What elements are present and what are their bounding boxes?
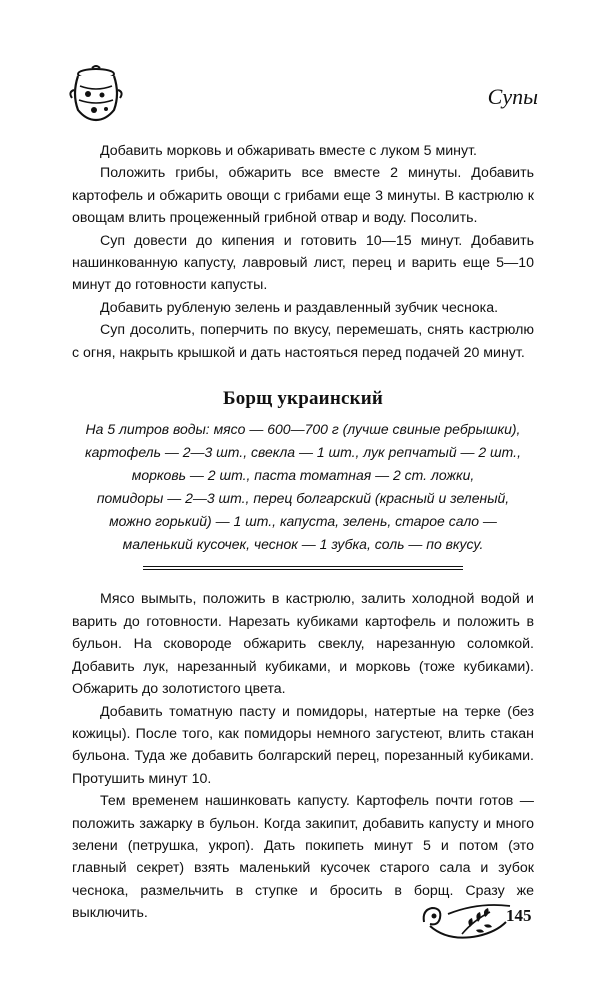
paragraph: Суп довести до кипения и готовить 10—15 минут. Добавить нашинкованную капусту, лавровый лист, перец и варить еще 5—10 минут до готовности капусты. [72,232,534,294]
paragraph: Положить грибы, обжарить все вместе 2 минуты. Добавить картофель и обжарить овощи с грибами еще 3 минуты. В кастрюлю к овощам влить процеженный грибной отвар и воду. Посолить. [72,165,534,227]
paragraph: Суп досолить, поперчить по вкусу, перемешать, снять кастрюлю с огня, накрыть крышкой и дать настояться перед подачей 20 минут. [72,322,534,361]
paragraph: Добавить морковь и обжаривать вместе с луком 5 минут. [100,143,477,159]
ingredient-line: помидоры — 2—3 шт., перец болгарский (красный и зеленый, [96,490,510,507]
main-text [72,140,534,925]
ingredient-line: маленький кусочек, чеснок — 1 зубка, соль — по вкусу. [122,536,484,553]
recipe-step: Добавить томатную пасту и помидоры, натертые на терке (без кожицы). После того, как помидоры немного загустеют, влить стакан бульона. Туда же добавить болгарский перец, порезанный кубиками. Протушить минут 10. [72,703,534,787]
paragraph: Добавить рубленую зелень и раздавленный зубчик чеснока. [100,299,499,316]
section-title: Супы [487,84,538,109]
floral-ornament-icon [418,896,514,946]
recipe-step: Мясо вымыть, положить в кастрюлю, залить холодной водой и варить до готовности. Нарезать кубиками картофель и положить в бульон. На сковороде обжарить свеклу, нарезанную соломкой. Добавить лук, нарезанный кубиками, и морковь (тоже кубиками). Обжарить до золотистого цвета. [72,591,534,698]
recipe-title: Борщ украинский [222,388,384,410]
ingredient-line: можно горький) — 1 шт., капуста, зелень, старое сало — [109,513,497,530]
ingredient-line: картофель — 2—3 шт., свекла — 1 шт., лук репчатый — 2 шт., [85,444,521,461]
pot-icon [68,64,124,124]
ingredient-line: морковь — 2 шт., паста томатная — 2 ст. ложки, [131,467,475,484]
page-number: 145 [506,906,532,925]
ingredients-list [72,418,534,556]
recipe-step: Тем временем нашинковать капусту. Картофель почти готов — положить зажарку в бульон. Когда закипит, добавить капусту и много зелени (петрушка, укроп). Дать покипеть минут 5 и потом (это главный секрет) взять маленький кусочек старого сала и зубок чеснока, размельчить в ступке и бросить в борщ. Сразу же выключить. [72,793,534,922]
ingredient-line: На 5 литров воды: мясо — 600—700 г (лучше свиные ребрышки), [85,421,521,438]
divider [143,566,463,570]
